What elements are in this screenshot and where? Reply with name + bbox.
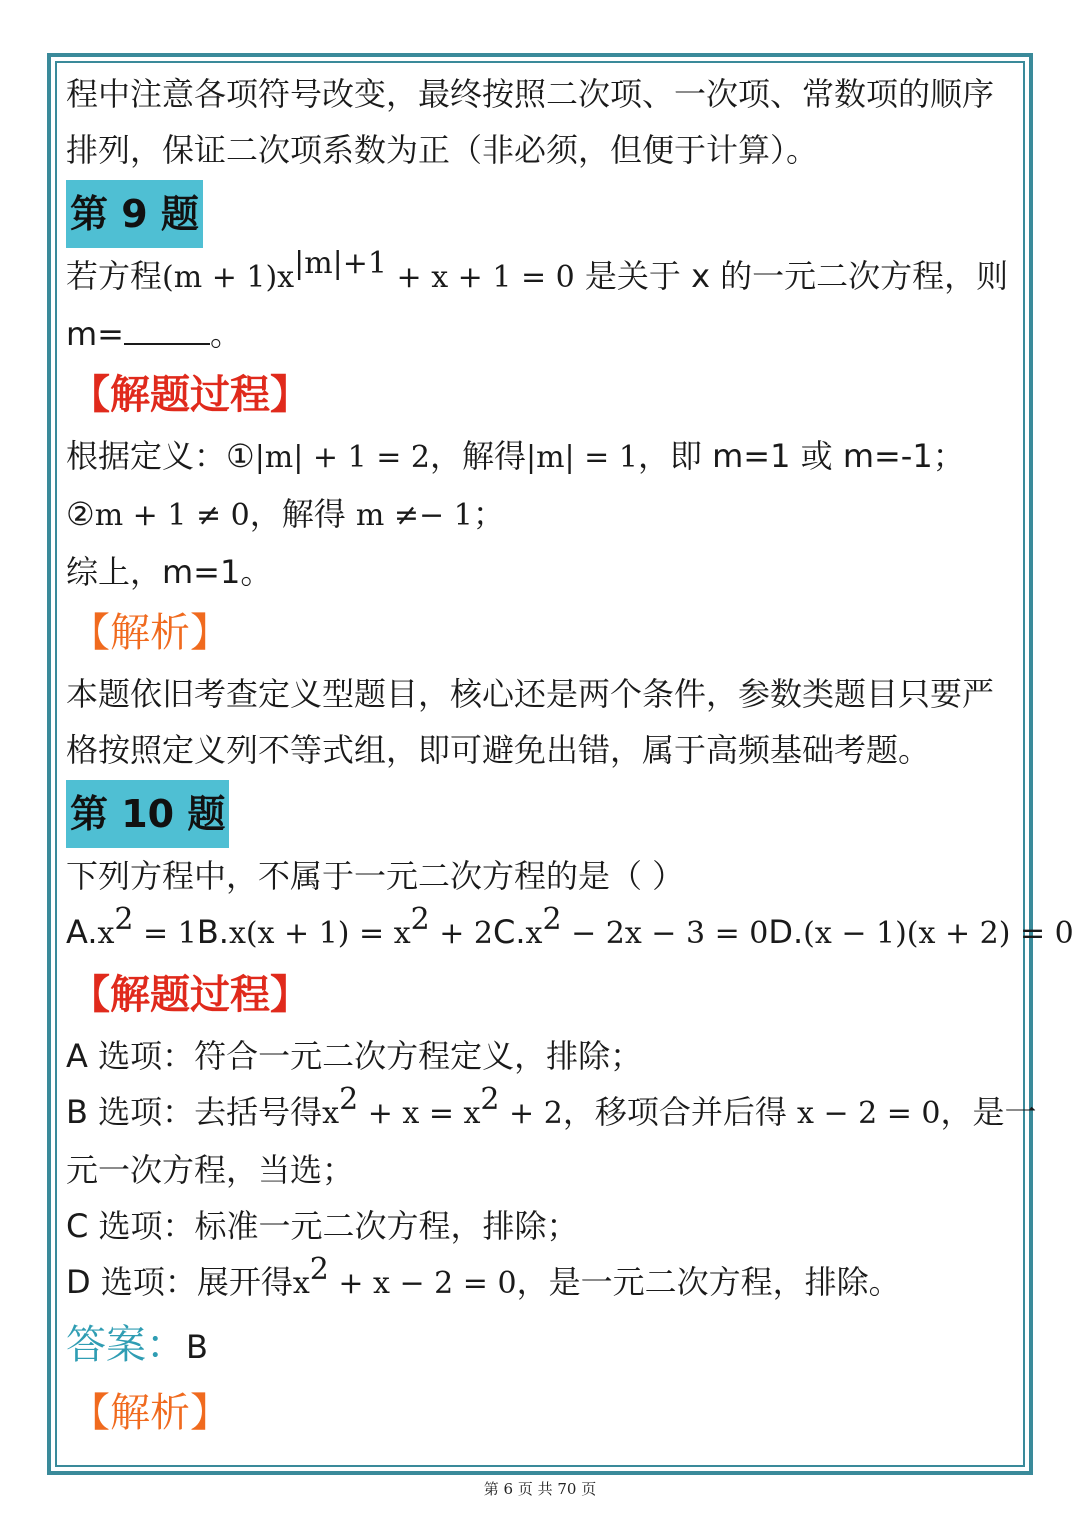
q10-process-line: D 选项：展开得$x^2 + x - 2 = 0$，是一元二次方程，排除。 <box>66 1252 901 1301</box>
q10-stem: 下列方程中，不属于一元二次方程的是（ ） <box>66 857 685 895</box>
q10-process-line: C 选项：标准一元二次方程，排除； <box>66 1207 579 1245</box>
q10-title: 第 10 题 <box>66 778 1021 848</box>
q9-stem-line2: m= 。 <box>66 315 242 353</box>
answer-blank <box>124 317 210 345</box>
page-content <box>66 66 1074 1446</box>
q9-analysis-line: 格按照定义列不等式组，即可避免出错，属于高频基础考题。 <box>66 731 931 769</box>
page-total: 70 <box>557 1480 577 1498</box>
page-footer: 第 6 页 共 70 页 <box>483 1480 597 1498</box>
q9-title: 第 9 题 <box>66 178 1021 248</box>
q9-process-line: 综上，m=1。 <box>66 553 273 591</box>
q10-process-heading: 【解题过程】 <box>70 972 310 1018</box>
q10-analysis-heading: 【解析】 <box>70 1390 230 1436</box>
q9-process-line: 根据定义：①|m| + 1 = 2，解得|m| = 1，即 m=1 或 m=-1； <box>66 437 965 475</box>
q10-process-line: A 选项：符合一元二次方程定义，排除； <box>66 1037 643 1075</box>
q10-options: $A.x^2 = 1B.x(x + 1) = x^2 + 2C.x^2 - 2x - 3 = 0D.(x - 1)(x + 2) = 0$ <box>66 902 1074 951</box>
q9-process-heading: 【解题过程】 <box>70 372 310 418</box>
q10-process-line: 元一次方程，当选； <box>66 1151 355 1189</box>
q10-process-line: B 选项：去括号得$x^2 + x = x^2 + 2$，移项合并后得 x − 2 = 0，是一 <box>66 1082 1037 1131</box>
page-number: 6 <box>503 1480 514 1498</box>
intro-line: 程中注意各项符号改变，最终按照二次项、一次项、常数项的顺序 <box>66 75 995 113</box>
q10-answer: 答案：B <box>66 1322 208 1368</box>
q9-analysis-heading: 【解析】 <box>70 610 230 656</box>
intro-line: 排列，保证二次项系数为正（非必须，但便于计算）。 <box>66 131 819 169</box>
q9-analysis-line: 本题依旧考查定义型题目，核心还是两个条件，参数类题目只要严 <box>66 675 995 713</box>
q9-process-line: ②m + 1 ≠ 0，解得 m ≠− 1； <box>66 495 505 533</box>
q9-stem: 若方程$(m + 1)x^{|m|+1} + x + 1 = 0$ 是关于 x 的一元二次方程，则 <box>66 246 1009 295</box>
